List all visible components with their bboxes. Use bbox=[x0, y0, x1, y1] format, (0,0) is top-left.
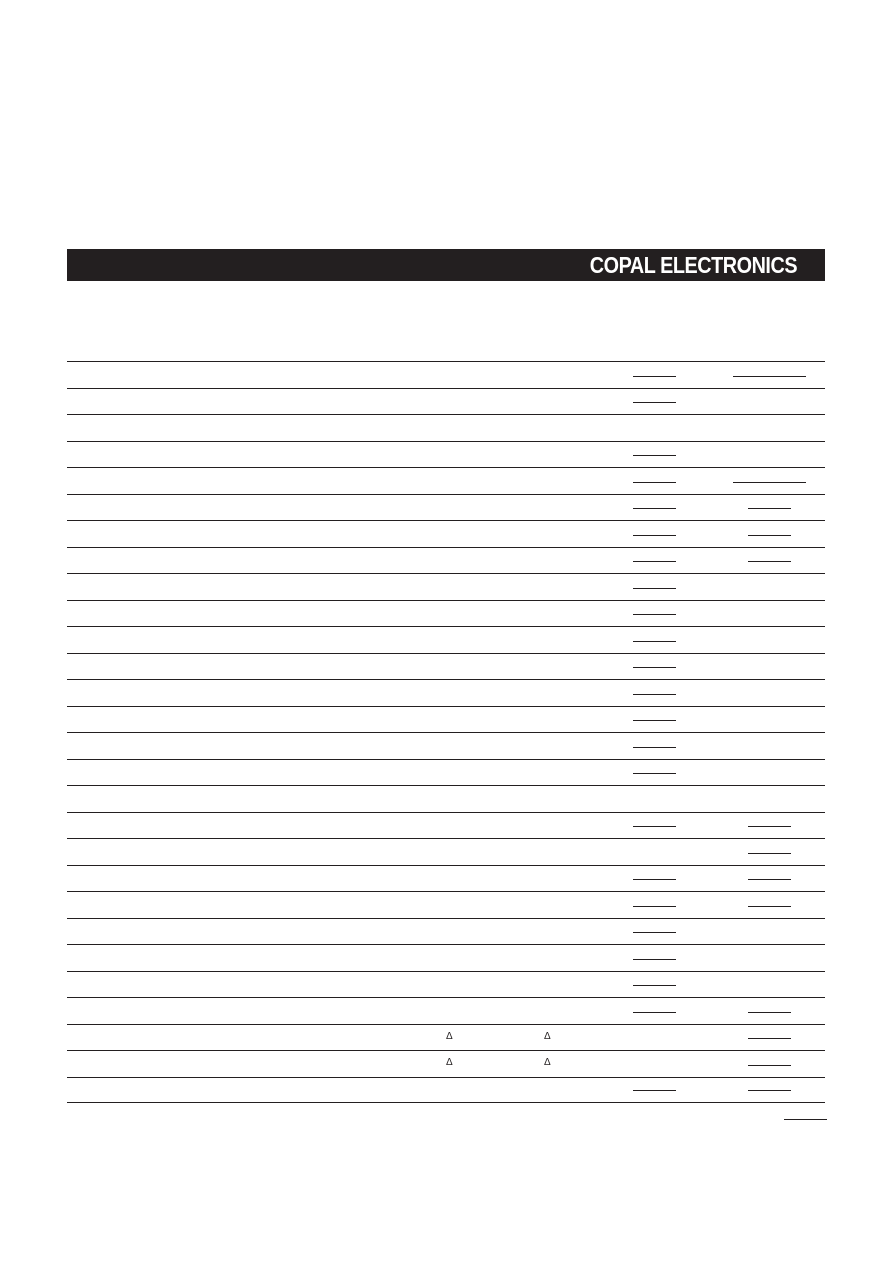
dash-mark bbox=[748, 879, 791, 880]
dash-mark bbox=[633, 614, 676, 615]
table-row bbox=[67, 971, 825, 998]
delta-mark: Δ bbox=[446, 1030, 453, 1042]
dash-mark bbox=[733, 482, 806, 483]
dash-mark bbox=[633, 535, 676, 536]
dash-mark bbox=[633, 773, 676, 774]
dash-mark bbox=[733, 376, 806, 377]
table-row bbox=[67, 785, 825, 812]
dash-mark bbox=[748, 853, 791, 854]
dash-mark bbox=[633, 694, 676, 695]
dash-mark bbox=[748, 906, 791, 907]
table-row bbox=[67, 812, 825, 839]
table-row bbox=[67, 732, 825, 759]
dash-mark bbox=[633, 667, 676, 668]
table-row bbox=[67, 944, 825, 971]
table-row bbox=[67, 494, 825, 521]
brand-logo: COPAL ELECTRONICS bbox=[589, 252, 797, 278]
table-row bbox=[67, 600, 825, 627]
dash-mark bbox=[748, 561, 791, 562]
table-row bbox=[67, 520, 825, 547]
dash-mark bbox=[633, 482, 676, 483]
dash-mark bbox=[633, 1012, 676, 1013]
dash-mark bbox=[633, 720, 676, 721]
dash-mark bbox=[748, 1090, 791, 1091]
table-row bbox=[67, 1024, 825, 1051]
table-row bbox=[67, 1077, 825, 1104]
dash-mark bbox=[633, 985, 676, 986]
dash-mark bbox=[633, 402, 676, 403]
table-row bbox=[67, 467, 825, 494]
dash-mark bbox=[633, 932, 676, 933]
spec-table bbox=[67, 361, 825, 1103]
dash-mark bbox=[748, 535, 791, 536]
header-bar bbox=[67, 249, 825, 281]
delta-mark: Δ bbox=[544, 1030, 551, 1042]
table-row bbox=[67, 865, 825, 892]
table-row bbox=[67, 679, 825, 706]
footer-rule bbox=[784, 1119, 827, 1120]
dash-mark bbox=[633, 959, 676, 960]
table-row bbox=[67, 653, 825, 680]
table-row bbox=[67, 361, 825, 388]
dash-mark bbox=[633, 906, 676, 907]
dash-mark bbox=[633, 826, 676, 827]
dash-mark bbox=[748, 1038, 791, 1039]
dash-mark bbox=[633, 747, 676, 748]
delta-mark: Δ bbox=[446, 1057, 453, 1068]
dash-mark bbox=[633, 376, 676, 377]
dash-mark bbox=[633, 1090, 676, 1091]
table-row bbox=[67, 918, 825, 945]
table-row bbox=[67, 997, 825, 1024]
dash-mark bbox=[633, 508, 676, 509]
dash-mark bbox=[633, 561, 676, 562]
table-row bbox=[67, 388, 825, 415]
table-row bbox=[67, 573, 825, 600]
table-row bbox=[67, 626, 825, 653]
table-row bbox=[67, 414, 825, 441]
dash-mark bbox=[748, 1012, 791, 1013]
table-row bbox=[67, 891, 825, 918]
delta-mark: Δ bbox=[544, 1057, 551, 1068]
dash-mark bbox=[633, 588, 676, 589]
table-row bbox=[67, 441, 825, 468]
dash-mark bbox=[748, 826, 791, 827]
table-row bbox=[67, 1050, 825, 1077]
table-row bbox=[67, 547, 825, 574]
table-row bbox=[67, 759, 825, 786]
table-row bbox=[67, 706, 825, 733]
dash-mark bbox=[633, 455, 676, 456]
dash-mark bbox=[633, 641, 676, 642]
dash-mark bbox=[633, 879, 676, 880]
dash-mark bbox=[748, 1065, 791, 1066]
dash-mark bbox=[748, 508, 791, 509]
table-row bbox=[67, 838, 825, 865]
